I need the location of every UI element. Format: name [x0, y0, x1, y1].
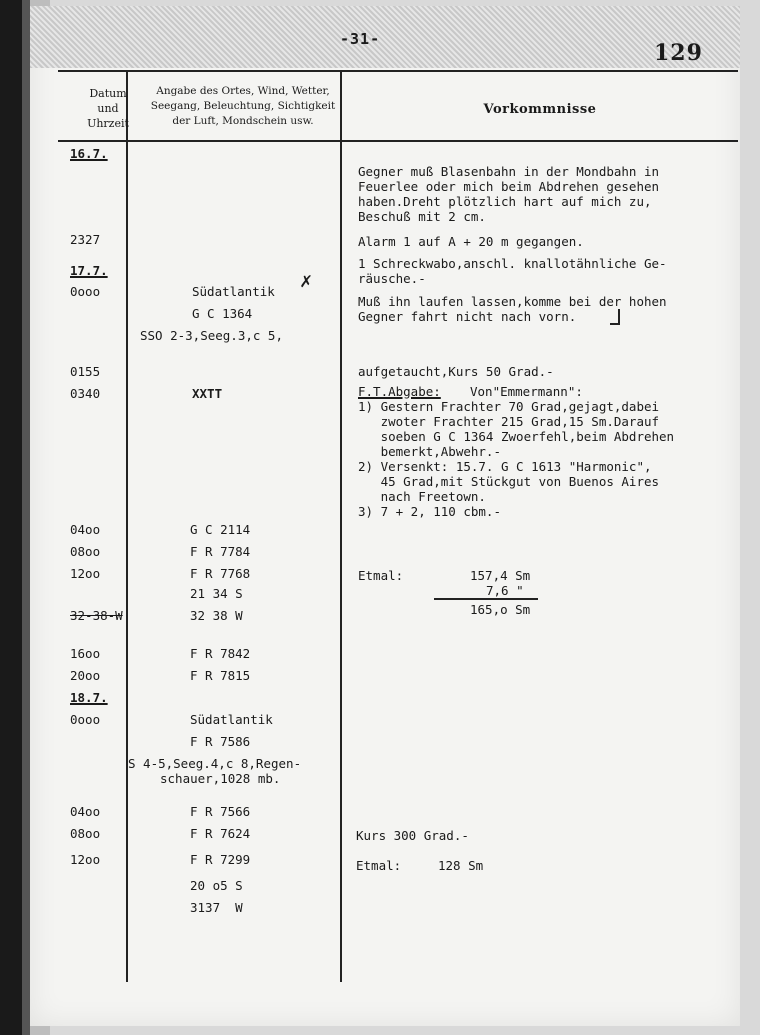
etmal-value: 7,6 " — [486, 583, 524, 598]
place-1200-a: F R 7768 — [190, 566, 251, 581]
event-line: soeben G C 1364 Zwoerfehl,beim Abdrehen — [358, 429, 675, 444]
time-0155: 0155 — [70, 364, 101, 379]
event-ft-from: Von"Emmermann": — [470, 384, 583, 399]
header-place-line: Seegang, Beleuchtung, Sichtigkeit — [150, 100, 336, 112]
event-line: nach Freetown. — [358, 489, 486, 504]
event-line: Beschuß mit 2 cm. — [358, 209, 486, 224]
time-0400-a: 04oo — [70, 522, 101, 537]
event-line: bemerkt,Abwehr.- — [358, 444, 501, 459]
place-grid-a: G C 1364 — [192, 306, 253, 321]
header-place-line: Angabe des Ortes, Wind, Wetter, — [156, 85, 330, 97]
place-0800-a: F R 7784 — [190, 544, 251, 559]
handwritten-bracket — [610, 309, 620, 325]
stamped-page-number: 129 — [654, 40, 703, 66]
place-0400-b: F R 7566 — [190, 804, 251, 819]
header-rule — [58, 140, 738, 142]
event-line: 1) Gestern Frachter 70 Grad,gejagt,dabei — [358, 399, 660, 414]
event-ft-head: F.T.Abgabe: — [358, 384, 441, 399]
struck-coordinate: 32-38-W — [70, 608, 123, 623]
top-rule — [58, 70, 738, 72]
top-band — [30, 6, 740, 68]
place-grid-b: F R 7586 — [190, 734, 251, 749]
event-line: Muß ihn laufen lassen,komme bei der hohen — [358, 294, 667, 309]
place-lon-a: 32 38 W — [190, 608, 243, 623]
event-line: 45 Grad,mit Stückgut von Buenos Aires — [358, 474, 660, 489]
place-weather-a: SSO 2-3,Seeg.3,c 5, — [140, 328, 283, 343]
event-line: 3) 7 + 2, 110 cbm.- — [358, 504, 501, 519]
header-date-line: und — [97, 102, 119, 115]
event-line: Gegner fahrt nicht nach vorn. — [358, 309, 577, 324]
time-2000: 20oo — [70, 668, 101, 683]
handwritten-mark: ✗ — [300, 268, 313, 292]
time-0000-a: 0ooo — [70, 284, 101, 299]
time-0400-b: 04oo — [70, 804, 101, 819]
header-place — [130, 84, 356, 129]
time-2327: 2327 — [70, 232, 101, 247]
place-lat-b: 20 o5 S — [190, 878, 243, 893]
event-course: Kurs 300 Grad.- — [356, 828, 469, 843]
log-page — [30, 6, 740, 1026]
column-divider-2 — [340, 70, 342, 982]
time-0340: 0340 — [70, 386, 101, 401]
place-0340-mark: XXTT — [192, 386, 223, 401]
place-1600: F R 7842 — [190, 646, 251, 661]
etmal-value: 157,4 Sm — [470, 568, 531, 583]
event-line: haben.Dreht plötzlich hart auf mich zu, — [358, 194, 652, 209]
date-16-7: 16.7. — [70, 146, 108, 161]
etmal-label-2: Etmal: — [356, 858, 402, 873]
event-line: Feuerlee oder mich beim Abdrehen gesehen — [358, 179, 660, 194]
event-line: Gegner muß Blasenbahn in der Mondbahn in — [358, 164, 660, 179]
header-date-line: Datum — [89, 87, 127, 100]
place-weather-b2: schauer,1028 mb. — [160, 771, 281, 786]
event-line: 1 Schreckwabo,anschl. knallotähnliche Ge- — [358, 256, 667, 271]
place-0400-a: G C 2114 — [190, 522, 251, 537]
time-0800-b: 08oo — [70, 826, 101, 841]
event-line: zwoter Frachter 215 Grad,15 Sm.Darauf — [358, 414, 660, 429]
etmal-value-2: 128 Sm — [438, 858, 484, 873]
column-divider-1 — [126, 70, 128, 982]
time-1200-b: 12oo — [70, 852, 101, 867]
event-surfaced: aufgetaucht,Kurs 50 Grad.- — [358, 364, 554, 379]
etmal-sum-rule — [434, 598, 538, 600]
header-events: Vorkommnisse — [483, 102, 597, 117]
event-line: 2) Versenkt: 15.7. G C 1613 "Harmonic", — [358, 459, 652, 474]
place-lon-b: 3137 W — [190, 900, 243, 915]
time-1600: 16oo — [70, 646, 101, 661]
etmal-value: 165,o Sm — [470, 602, 531, 617]
place-lat-a: 21 34 S — [190, 586, 243, 601]
place-weather-b: S 4-5,Seeg.4,c 8,Regen- — [128, 756, 302, 771]
place-suedatlantik-b: Südatlantik — [190, 712, 273, 727]
time-1200-a: 12oo — [70, 566, 101, 581]
place-2000: F R 7815 — [190, 668, 251, 683]
place-suedatlantik-a: Südatlantik — [192, 284, 275, 299]
header-date-line: Uhrzeit — [87, 117, 129, 130]
place-0800-b: F R 7624 — [190, 826, 251, 841]
event-line: räusche.- — [358, 271, 426, 286]
date-18-7: 18.7. — [70, 690, 108, 705]
event-alarm: Alarm 1 auf A + 20 m gegangen. — [358, 234, 584, 249]
header-place-line: der Luft, Mondschein usw. — [172, 115, 314, 127]
time-0000-b: 0ooo — [70, 712, 101, 727]
etmal-label-1: Etmal: — [358, 568, 404, 583]
place-1200-b: F R 7299 — [190, 852, 251, 867]
time-0800-a: 08oo — [70, 544, 101, 559]
typed-page-number: -31- — [340, 30, 381, 48]
date-17-7: 17.7. — [70, 263, 108, 278]
